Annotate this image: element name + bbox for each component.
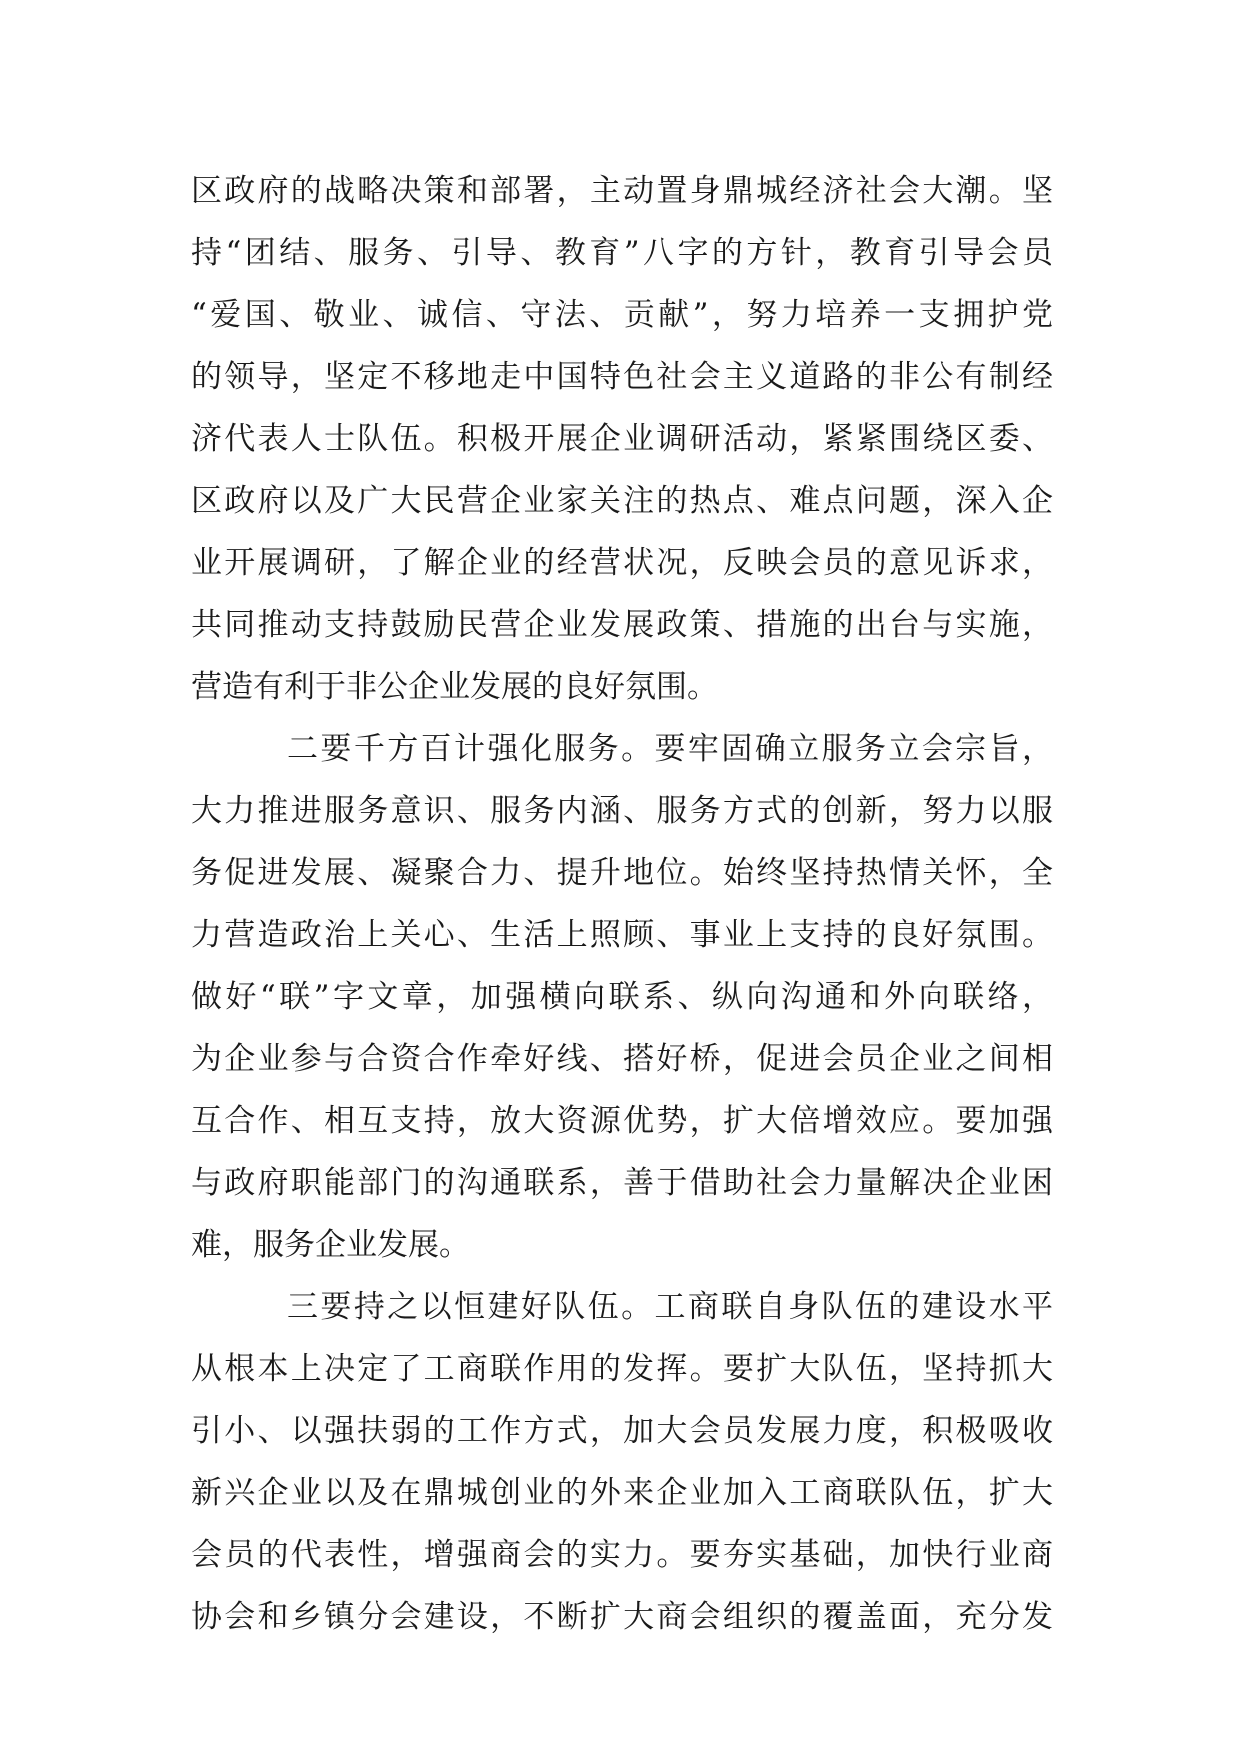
text-line: 新兴企业以及在鼎城创业的外来企业加入工商联队伍，扩大: [191, 1475, 1053, 1511]
text-line: 务促进发展、凝聚合力、提升地位。始终坚持热情关怀，全: [191, 855, 1053, 891]
text-line: 的领导，坚定不移地走中国特色社会主义道路的非公有制经: [191, 359, 1053, 395]
text-line: 三要持之以恒建好队伍。工商联自身队伍的建设水平: [287, 1289, 1053, 1325]
text-line: 为企业参与合资合作牵好线、搭好桥，促进会员企业之间相: [191, 1041, 1053, 1077]
text-line: 营造有利于非公企业发展的良好氛围。: [191, 669, 718, 705]
text-line: 与政府职能部门的沟通联系，善于借助社会力量解决企业困: [191, 1165, 1053, 1201]
text-line: 做好“联”字文章，加强横向联系、纵向沟通和外向联络，: [191, 979, 1053, 1015]
text-line: 共同推动支持鼓励民营企业发展政策、措施的出台与实施，: [191, 607, 1053, 643]
text-line: 协会和乡镇分会建设，不断扩大商会组织的覆盖面，充分发: [191, 1599, 1053, 1635]
text-line: 引小、以强扶弱的工作方式，加大会员发展力度，积极吸收: [191, 1413, 1053, 1449]
text-line: 区政府以及广大民营企业家关注的热点、难点问题，深入企: [191, 483, 1053, 519]
text-line: 区政府的战略决策和部署，主动置身鼎城经济社会大潮。坚: [191, 173, 1053, 209]
text-line: 持“团结、服务、引导、教育”八字的方针，教育引导会员: [191, 235, 1053, 271]
text-line: 难，服务企业发展。: [191, 1227, 470, 1263]
text-line: 业开展调研，了解企业的经营状况，反映会员的意见诉求，: [191, 545, 1053, 581]
paragraph-1: [191, 160, 1053, 718]
document-page: [191, 160, 1053, 1648]
text-line: 从根本上决定了工商联作用的发挥。要扩大队伍，坚持抓大: [191, 1351, 1053, 1387]
text-line: 力营造政治上关心、生活上照顾、事业上支持的良好氛围。: [191, 917, 1053, 953]
paragraph-3: [191, 1276, 1053, 1648]
text-line: 二要千方百计强化服务。要牢固确立服务立会宗旨，: [287, 731, 1053, 767]
text-line: 会员的代表性，增强商会的实力。要夯实基础，加快行业商: [191, 1537, 1053, 1573]
text-line: 大力推进服务意识、服务内涵、服务方式的创新，努力以服: [191, 793, 1053, 829]
text-line: 济代表人士队伍。积极开展企业调研活动，紧紧围绕区委、: [191, 421, 1053, 457]
text-line: 互合作、相互支持，放大资源优势，扩大倍增效应。要加强: [191, 1103, 1053, 1139]
paragraph-2: [191, 718, 1053, 1276]
text-line: “爱国、敬业、诚信、守法、贡献”，努力培养一支拥护党: [191, 297, 1053, 333]
